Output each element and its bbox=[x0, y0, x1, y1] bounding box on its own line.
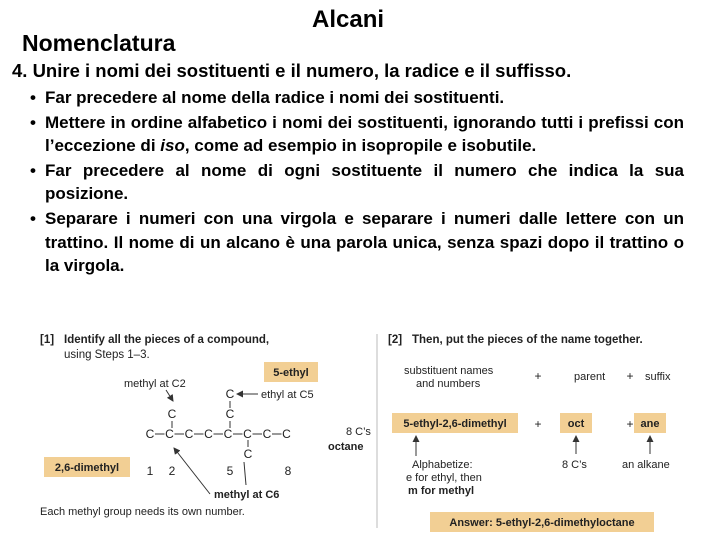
carbon-count: 8 C’s bbox=[346, 426, 371, 438]
box-parent-label: oct bbox=[567, 418, 585, 430]
arrow-methyl-c6 bbox=[244, 462, 246, 485]
step-2-heading: Then, put the pieces of the name together. bbox=[412, 334, 643, 346]
atom-c: C bbox=[243, 447, 253, 461]
carbon-number: 2 bbox=[168, 464, 176, 478]
plus-sign: + bbox=[626, 369, 634, 383]
carbon-number: 5 bbox=[226, 464, 234, 478]
note-alphabetize-line3: m for methyl bbox=[408, 485, 475, 497]
chain-atom-c: C bbox=[262, 427, 272, 441]
column-substituents-line2: and numbers bbox=[416, 378, 481, 390]
parent-name-octane: octane bbox=[328, 441, 364, 453]
note-alphabetize-line2: e for ethyl, then bbox=[406, 472, 482, 484]
bullet-item: • Separare i numeri con una virgola e separare i numeri dalle lettere con un trattino. Il nome di un alcano è una parola unica, senza spazi dopo il trattino o la virgola. bbox=[30, 207, 684, 278]
note-parent: 8 C’s bbox=[562, 459, 587, 471]
slide-subtitle: Nomenclatura bbox=[22, 30, 176, 56]
bullet-text: , come ad esempio in isopropile e isobutile. bbox=[184, 136, 537, 156]
chain-atom-c: C bbox=[165, 427, 174, 441]
plus-sign: + bbox=[534, 417, 542, 431]
chain-atom-c: C bbox=[145, 427, 155, 441]
arrow-methyl-c2 bbox=[166, 390, 173, 401]
step-2-number: [2] bbox=[388, 334, 403, 346]
plus-sign: + bbox=[534, 369, 542, 383]
chain-atom-c: C bbox=[282, 427, 291, 441]
carbon-chain bbox=[146, 427, 292, 441]
label-methyl-c2: methyl at C2 bbox=[124, 378, 186, 390]
step-1-heading: Identify all the pieces of a compound, bbox=[64, 334, 270, 346]
column-parent: parent bbox=[574, 371, 606, 383]
label-methyl-c6: methyl at C6 bbox=[214, 489, 280, 501]
naming-figure-svg bbox=[36, 328, 671, 534]
step-1-number: [1] bbox=[40, 334, 55, 346]
slide-title: Alcani bbox=[312, 6, 385, 33]
box-suffix-label: ane bbox=[640, 418, 660, 430]
carbon-number: 8 bbox=[284, 464, 292, 478]
answer-text: Answer: 5-ethyl-2,6-dimethyloctane bbox=[449, 517, 635, 529]
chain-atom-c: C bbox=[204, 427, 213, 441]
chain-atom-c: C bbox=[243, 427, 252, 441]
chain-atom-c: C bbox=[184, 427, 194, 441]
box-substituents-label: 5-ethyl-2,6-dimethyl bbox=[403, 418, 507, 430]
bullet-item: • Far precedere al nome della radice i nomi dei sostituenti. bbox=[30, 86, 684, 110]
bullet-text-italic: iso bbox=[160, 136, 185, 156]
step-1-heading-line2: using Steps 1–3. bbox=[64, 349, 150, 361]
plus-sign: + bbox=[626, 417, 634, 431]
atom-c: C bbox=[225, 407, 235, 421]
arrow-methyl-c6-to-c2 bbox=[174, 448, 210, 494]
column-substituents: substituent names bbox=[404, 365, 494, 377]
box-2-6-dimethyl-label: 2,6-dimethyl bbox=[54, 462, 120, 474]
naming-figure bbox=[36, 328, 671, 534]
carbon-number: 1 bbox=[146, 464, 154, 478]
note-suffix: an alkane bbox=[622, 459, 670, 471]
rule-heading: 4. Unire i nomi dei sostituenti e il numero, la radice e il suffisso. bbox=[12, 60, 572, 81]
bullet-text: Mettere in ordine alfabetico i nomi dei sostituenti, ignorando tutti i prefissi con l’eccezione di bbox=[45, 112, 684, 156]
label-ethyl-c5: ethyl at C5 bbox=[261, 389, 314, 401]
bullet-item bbox=[30, 111, 684, 158]
atom-c: C bbox=[167, 407, 177, 421]
atom-c: C bbox=[225, 387, 235, 401]
note-alphabetize: Alphabetize: bbox=[412, 459, 473, 471]
chain-atom-c: C bbox=[223, 427, 233, 441]
footnote: Each methyl group needs its own number. bbox=[40, 506, 245, 518]
column-suffix: suffix bbox=[645, 371, 671, 383]
box-5-ethyl-label: 5-ethyl bbox=[273, 367, 309, 379]
bullet-list bbox=[30, 86, 684, 279]
bullet-item: • Far precedere al nome di ogni sostituente il numero che indica la sua posizione. bbox=[30, 159, 684, 206]
